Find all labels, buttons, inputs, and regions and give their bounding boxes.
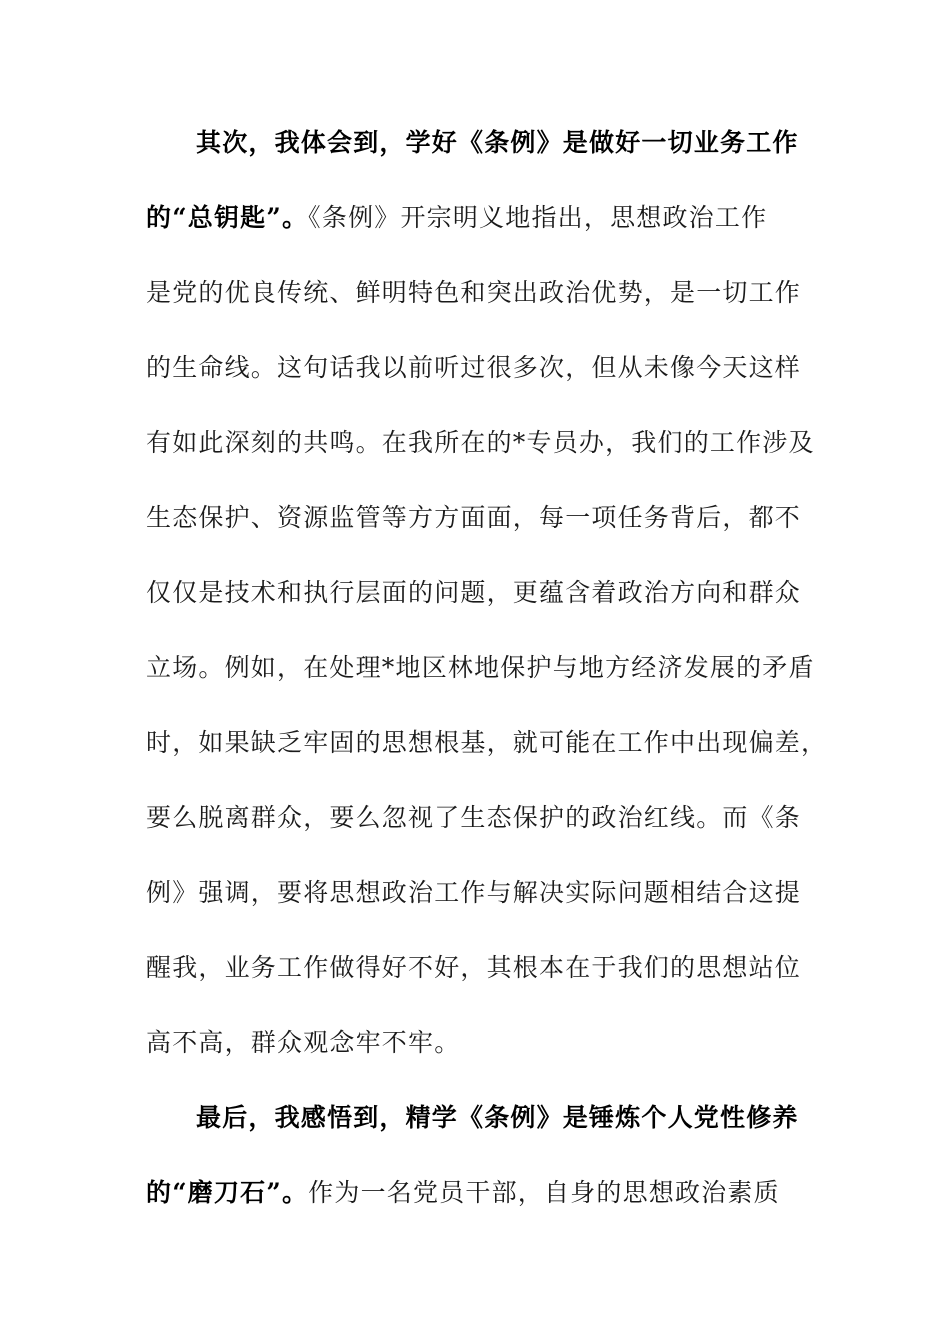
paragraph-1-line-8 bbox=[146, 648, 815, 688]
body-text: 立场。例如，在处理*地区林地保护与地方经济发展的矛盾 bbox=[146, 653, 815, 682]
paragraph-1-line-7 bbox=[146, 573, 806, 613]
paragraph-1-line-4 bbox=[146, 348, 806, 388]
paragraph-1-line-11 bbox=[146, 873, 806, 913]
body-text: 高不高，群众观念牢不牢。 bbox=[146, 1028, 461, 1057]
paragraph-1-line-10 bbox=[146, 798, 806, 838]
paragraph-1-line-12 bbox=[146, 948, 806, 988]
paragraph-1-line-5 bbox=[146, 423, 815, 463]
body-text: 是党的优良传统、鲜明特色和突出政治优势，是一切工作 bbox=[146, 278, 802, 307]
paragraph-1-line-2 bbox=[146, 198, 806, 238]
paragraph-1-line-1 bbox=[196, 123, 856, 163]
body-text: 生态保护、资源监管等方方面面，每一项任务背后，都不 bbox=[146, 503, 802, 532]
body-text: 《条例》开宗明义地指出，思想政治工作 bbox=[308, 203, 768, 232]
bold-lead-text: 的“磨刀石”。 bbox=[146, 1178, 309, 1207]
body-text: 例》强调，要将思想政治工作与解决实际问题相结合这提 bbox=[146, 878, 802, 907]
body-text: 醒我，业务工作做得好不好，其根本在于我们的思想站位 bbox=[146, 953, 802, 982]
body-text: 作为一名党员干部，自身的思想政治素质 bbox=[308, 1178, 780, 1207]
bold-lead-text: 最后，我感悟到，精学《条例》是锤炼个人党性修养 bbox=[196, 1103, 799, 1132]
bold-lead-text: 的“总钥匙”。 bbox=[146, 203, 309, 232]
body-text: 要么脱离群众，要么忽视了生态保护的政治红线。而《条 bbox=[146, 803, 802, 832]
paragraph-1-line-6 bbox=[146, 498, 806, 538]
paragraph-1-line-3 bbox=[146, 273, 806, 313]
paragraph-1-line-13 bbox=[146, 1023, 806, 1063]
body-text: 有如此深刻的共鸣。在我所在的*专员办，我们的工作涉及 bbox=[146, 428, 815, 457]
body-text: 的生命线。这句话我以前听过很多次，但从未像今天这样 bbox=[146, 353, 802, 382]
body-text: 时，如果缺乏牢固的思想根基，就可能在工作中出现偏差， bbox=[146, 728, 828, 757]
paragraph-2-line-2 bbox=[146, 1173, 806, 1213]
paragraph-2-line-1 bbox=[196, 1098, 856, 1138]
bold-lead-text: 其次，我体会到，学好《条例》是做好一切业务工作 bbox=[196, 128, 799, 157]
body-text: 仅仅是技术和执行层面的问题，更蕴含着政治方向和群众 bbox=[146, 578, 802, 607]
paragraph-1-line-9 bbox=[146, 723, 828, 763]
